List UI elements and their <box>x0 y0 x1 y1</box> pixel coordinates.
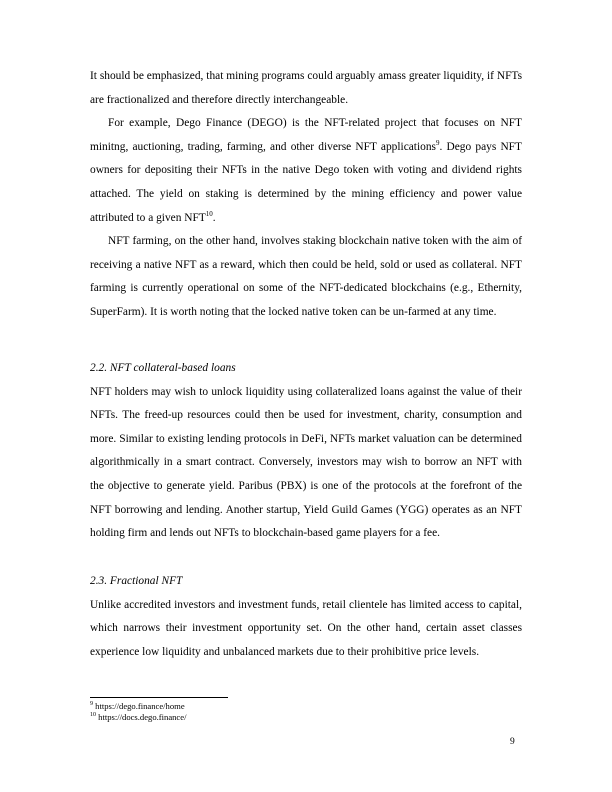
section-collateral-loans <box>90 357 522 546</box>
body-text-top <box>90 65 522 325</box>
section-fractional-nft <box>90 570 522 664</box>
footnote-link[interactable]: https://dego.finance/home <box>93 701 185 711</box>
footnote-number: 9 <box>90 701 93 708</box>
paragraph-fractional-nft: Unlike accredited investors and investment funds, retail clientele has limited access to capital, which narrows their investment opportunity set. On the other hand, certain asset classes experience low liquidity and unbalanced markets due to their prohibitive price levels. <box>90 598 522 658</box>
paragraph-collateral-loans: NFT holders may wish to unlock liquidity using collateralized loans against the value of their NFTs. The freed-up resources could then be used for investment, charity, consumption and more. Similar to existing lending protocols in DeFi, NFTs market valuation can be determined algorithmically in a smart contract. Conversely, investors may wish to borrow an NFT with the objective to generate yield. Paribus (PBX) is one of the protocols at the forefront of the NFT borrowing and lending. Another startup, Yield Guild Games (YGG) operates as an NFT holding firm and lends out NFTs to blockchain-based game players for a fee. <box>90 385 522 540</box>
footnote-10 <box>90 712 186 723</box>
footnote-9 <box>90 701 186 712</box>
footnote-link[interactable]: https://docs.dego.finance/ <box>96 712 187 722</box>
heading-fractional-nft: 2.3. Fractional NFT <box>90 575 183 587</box>
paragraph-nft-farming: NFT farming, on the other hand, involves staking blockchain native token with the aim of receiving a native NFT as a reward, which then could be held, sold or used as collateral. NFT farming is currently operational on some of the NFT-dedicated blockchains (e.g., Ethernity, SuperFarm). It is worth noting that the locked native token can be un-farmed at any time. <box>90 235 522 318</box>
footnotes <box>90 701 186 723</box>
heading-collateral-loans: 2.2. NFT collateral-based loans <box>90 362 236 374</box>
footnote-ref-10: 10 <box>205 209 213 218</box>
page-number: 9 <box>510 737 515 747</box>
footnote-number: 10 <box>90 712 96 719</box>
footnote-separator <box>90 697 228 698</box>
footnote-ref-9: 9 <box>435 138 440 147</box>
paragraph-dego-finance <box>90 112 522 230</box>
dego-text-part-2: . Dego pays NFT owners for depositing their NFTs in the native Dego token with voting and dividend rights attached. The yield on staking is determined by the mining efficiency and power value attributed to a given NFT <box>90 140 522 224</box>
paragraph-mining-liquidity: It should be emphasized, that mining programs could arguably amass greater liquidity, if NFTs are fractionalized and therefore directly interchangeable. <box>90 70 522 106</box>
dego-text-part-3: . <box>212 211 216 224</box>
dego-text-part-1: For example, Dego Finance (DEGO) is the NFT-related project that focuses on NFT minitng, auctioning, trading, farming, and other diverse NFT applications <box>90 117 522 153</box>
